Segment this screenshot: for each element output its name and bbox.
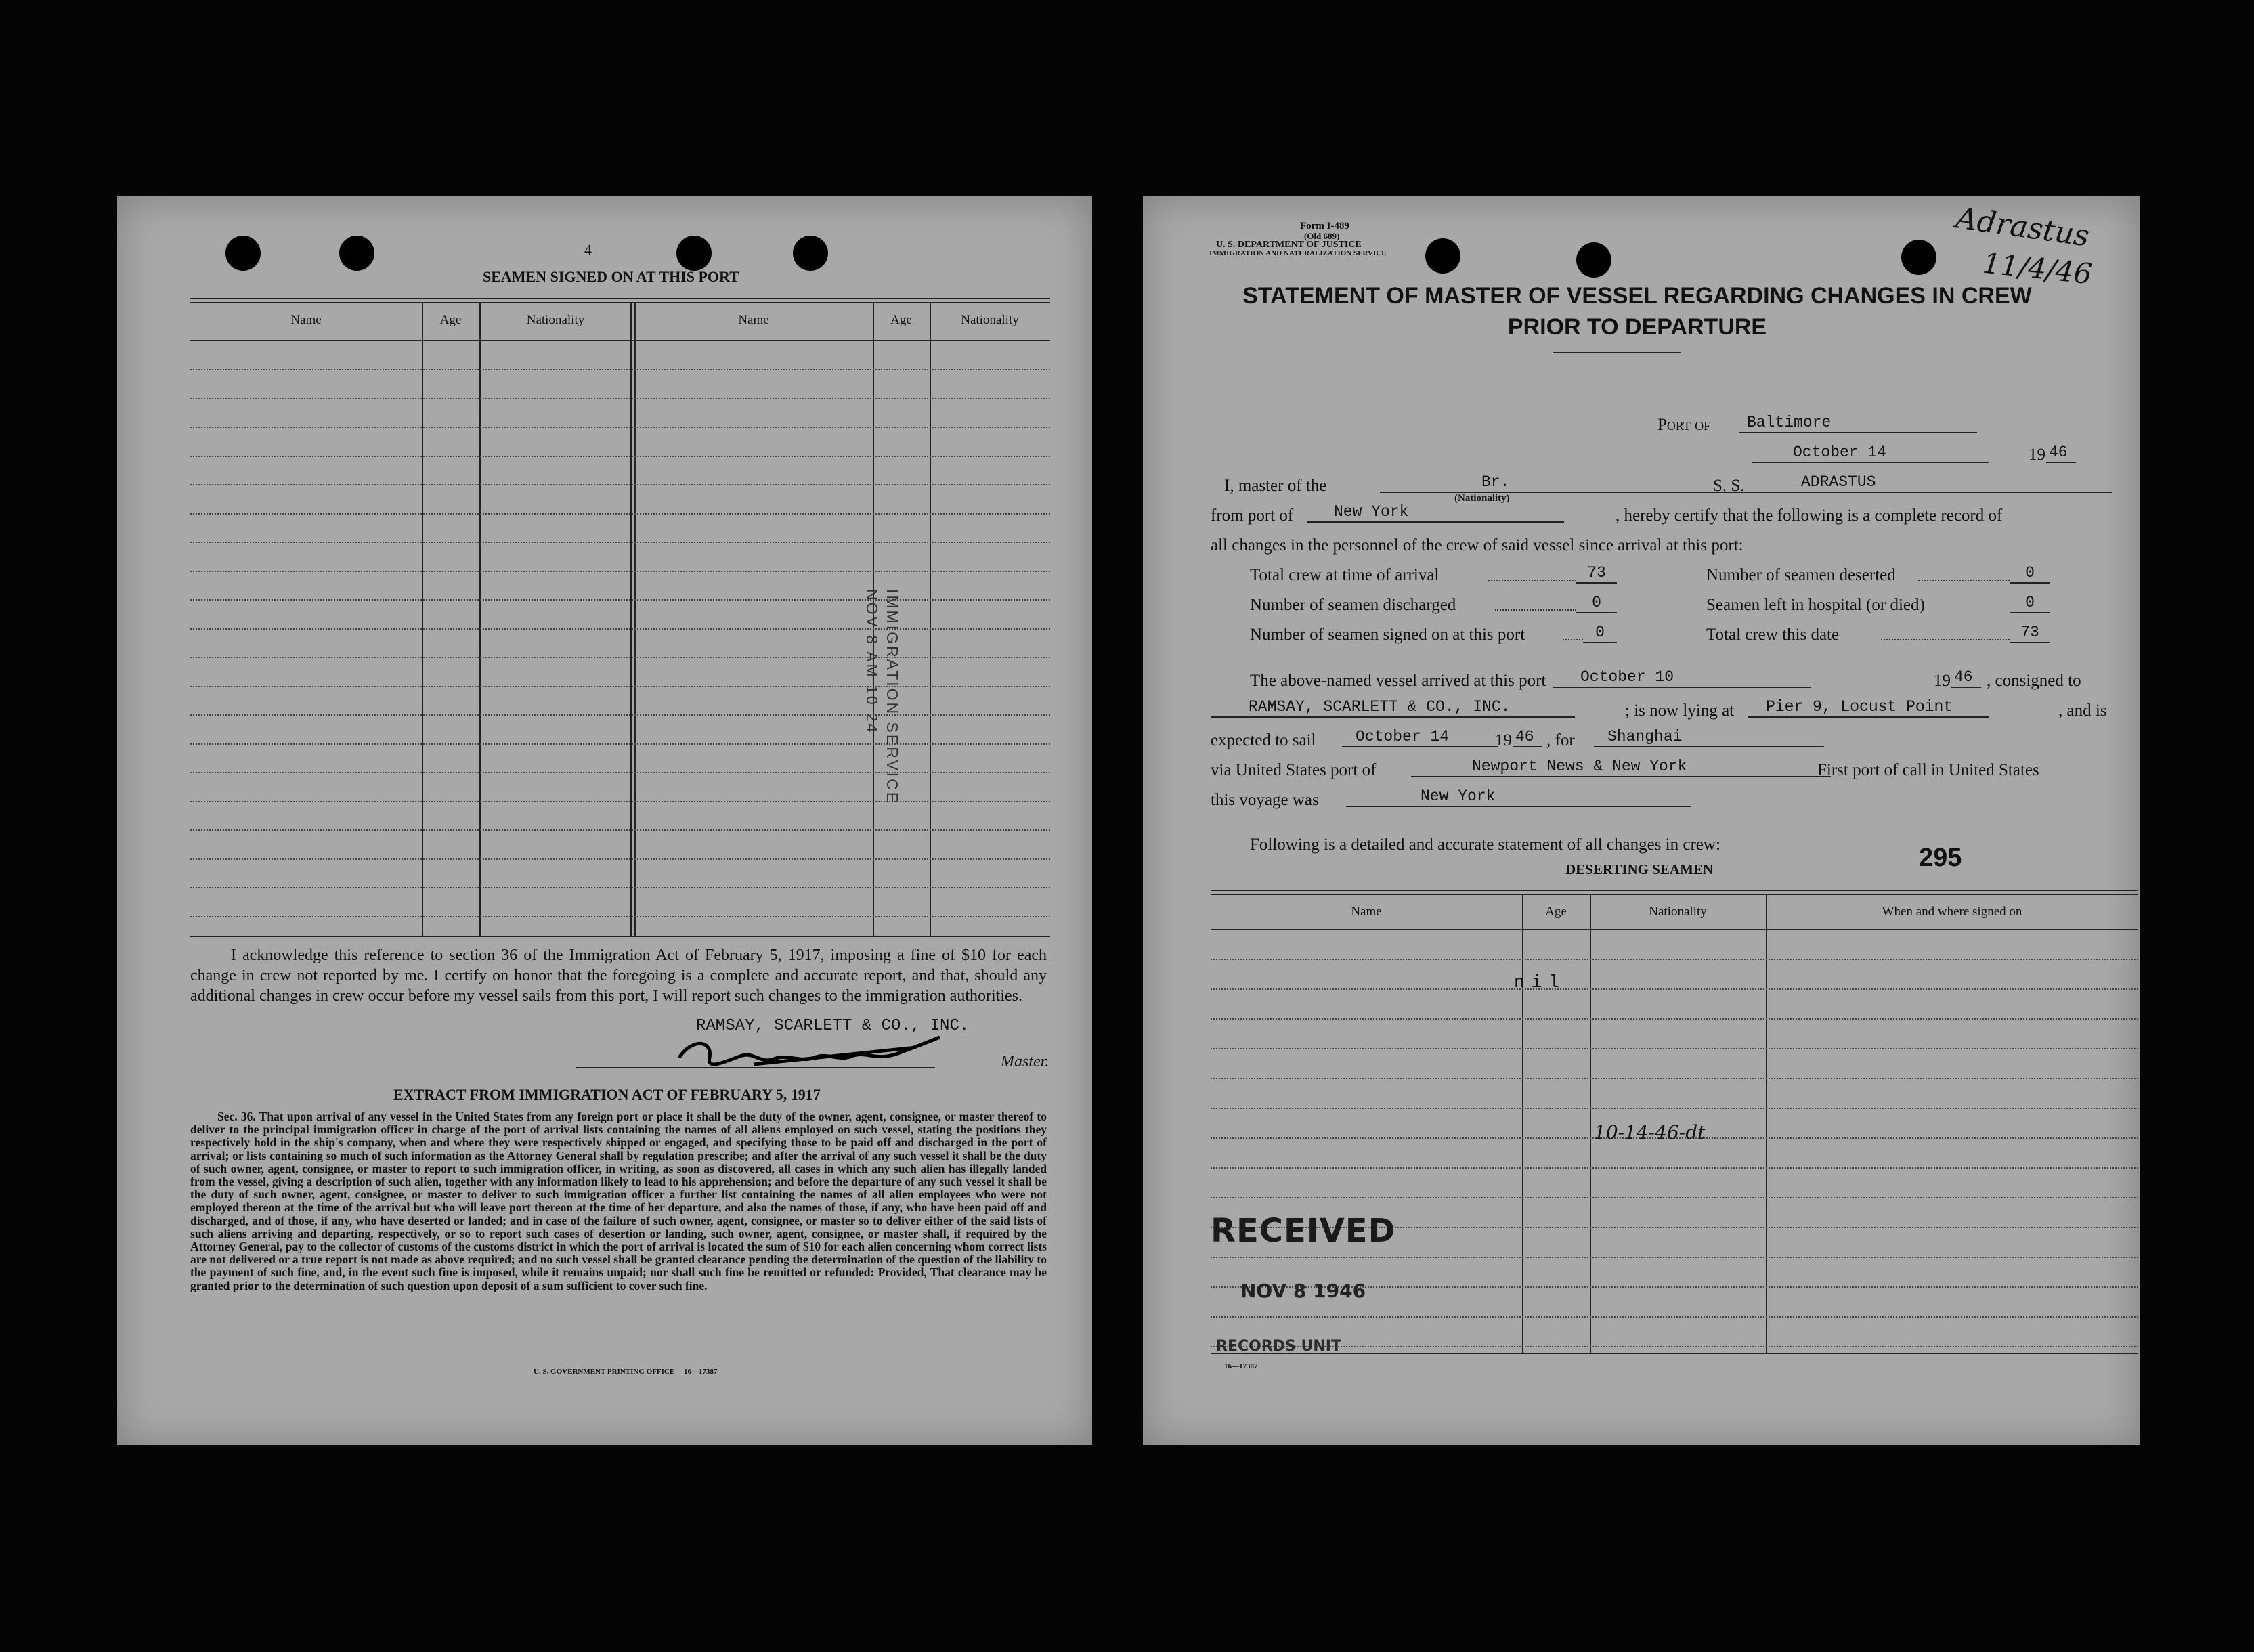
via-label: via United States port of: [1211, 761, 1377, 779]
table-row-rule: [1211, 1018, 2138, 1020]
table-row-rule: [1211, 1078, 2138, 1079]
signed-on-label: Number of seamen signed on at this port: [1250, 626, 1525, 644]
right-page: [1143, 196, 2140, 1446]
table-row-rule: [190, 542, 1050, 543]
table-row-rule: [1211, 1346, 2138, 1347]
ss-label: S. S.: [1713, 477, 1745, 495]
first-port-field: New York: [1346, 787, 1691, 807]
via-ports-field: Newport News & New York: [1411, 757, 1831, 777]
table-row-rule: [1211, 988, 2138, 990]
nil-entry: nil: [1514, 972, 1566, 993]
page-number: 4: [584, 241, 592, 258]
acknowledgement-text: I acknowledge this reference to section 36 of the Immigration Act of February 5, 1917, imposing a fine of $10 for each change in crew not reported by me. I certify on honor that the foregoing is a complete and accurate report, and that, should any additional changes in crew occur before my vessel sails from this port, I will report such changes to the immigration authorities.: [190, 947, 1047, 1005]
punch-hole: [1425, 238, 1460, 274]
received-stamp: RECEIVED: [1211, 1212, 1396, 1250]
punch-hole: [225, 236, 261, 271]
table-row-rule: [1211, 1257, 2138, 1258]
and-is-label: , and is: [2058, 701, 2107, 720]
table-row-rule: [1211, 959, 2138, 960]
deserted-value: 0: [2010, 563, 2050, 584]
hospital-value: 0: [2010, 593, 2050, 613]
punch-hole: [1576, 242, 1611, 278]
table-row-rule: [190, 858, 1050, 860]
year-prefix: 19: [2029, 445, 2045, 464]
table-row-rule: [190, 369, 1050, 370]
extract-title: EXTRACT FROM IMMIGRATION ACT OF FEBRUARY 5, 1917: [393, 1086, 821, 1103]
vessel-name-field: ADRASTUS: [1760, 473, 2112, 493]
column-header-name: Name: [1351, 905, 1382, 919]
consignee-field: RAMSAY, SCARLETT & CO., INC.: [1211, 697, 1575, 718]
section-title: SEAMEN SIGNED ON AT THIS PORT: [483, 268, 739, 285]
table-row-rule: [190, 916, 1050, 917]
column-header-nationality: Nationality: [961, 313, 1019, 327]
table-row-rule: [190, 772, 1050, 773]
discharged-label: Number of seamen discharged: [1250, 596, 1456, 614]
this-voyage-label: this voyage was: [1211, 791, 1319, 809]
signed-on-value: 0: [1583, 623, 1617, 643]
first-port-label: First port of call in United States: [1817, 761, 2039, 779]
form-footer: 16—17387: [1224, 1362, 1258, 1370]
destination-field: Shanghai: [1594, 727, 1824, 747]
arrival-year-prefix: 19: [1934, 672, 1951, 690]
form-title-line-2: PRIOR TO DEPARTURE: [1507, 314, 1767, 340]
table-row-rule: [190, 829, 1050, 831]
master-label: Master.: [1001, 1053, 1049, 1070]
column-header-age: Age: [890, 313, 912, 327]
discharged-value: 0: [1576, 593, 1617, 613]
table-row-rule: [190, 801, 1050, 802]
for-label: , for: [1546, 731, 1575, 749]
handwritten-vessel-note: Adrastus: [1953, 200, 2092, 254]
table-row-rule: [190, 571, 1050, 572]
master-of-the-label: I, master of the: [1224, 477, 1327, 495]
form-title-line-1: STATEMENT OF MASTER OF VESSEL REGARDING CHANGES IN CREW: [1242, 283, 2032, 309]
table-row-rule: [190, 887, 1050, 888]
punch-hole: [1901, 240, 1936, 275]
lying-at-field: Pier 9, Locust Point: [1748, 697, 1989, 718]
consigned-label: , consigned to: [1987, 672, 2081, 690]
left-page: [117, 196, 1092, 1446]
table-row-rule: [190, 398, 1050, 399]
total-crew-date-value: 73: [2010, 623, 2050, 643]
port-label: Port of: [1657, 416, 1711, 434]
service: IMMIGRATION AND NATURALIZATION SERVICE: [1209, 249, 1387, 257]
deserted-label: Number of seamen deserted: [1706, 566, 1896, 584]
table-row-rule: [190, 513, 1050, 515]
handwritten-entry: 10-14-46-dt: [1594, 1121, 1706, 1144]
sail-date-field: October 14: [1342, 727, 1498, 747]
expected-label: expected to sail: [1211, 731, 1316, 749]
arrival-year-field: 46: [1951, 668, 1981, 688]
column-header-name: Name: [290, 313, 322, 327]
table-row-rule: [1211, 1048, 2138, 1049]
table-row-rule: [190, 427, 1050, 428]
column-header-nationality: Nationality: [526, 313, 585, 327]
form-title: [1211, 280, 2064, 343]
following-text: Following is a detailed and accurate statement of all changes in crew:: [1250, 835, 1720, 854]
table-row-rule: [190, 743, 1050, 745]
printing-office-footer: U. S. GOVERNMENT PRINTING OFFICE 16—17387: [534, 1368, 718, 1376]
vertical-receipt-stamp: IMMIGRATION SERVICE NOV 8 AM 10 24: [863, 589, 901, 805]
table-row-rule: [1211, 1167, 2138, 1169]
from-port-field: New York: [1307, 502, 1564, 523]
column-header-when-where: When and where signed on: [1882, 905, 2022, 919]
column-header-name: Name: [738, 313, 769, 327]
lying-label: ; is now lying at: [1625, 701, 1735, 720]
punch-hole: [339, 236, 374, 271]
arrived-label: The above-named vessel arrived at this port: [1250, 672, 1546, 690]
sail-year-field: 46: [1513, 727, 1542, 747]
all-changes-text: all changes in the personnel of the crew of said vessel since arrival at this port:: [1211, 536, 1743, 555]
form-number: Form I-489: [1300, 221, 1349, 232]
port-field: Baltimore: [1739, 413, 1977, 433]
records-unit-stamp: RECORDS UNIT: [1216, 1338, 1341, 1355]
total-crew-arrival-label: Total crew at time of arrival: [1250, 566, 1439, 584]
arrival-date-field: October 10: [1553, 668, 1811, 688]
hospital-label: Seamen left in hospital (or died): [1706, 596, 1925, 614]
sail-year-prefix: 19: [1495, 731, 1512, 749]
master-signature: [672, 1030, 957, 1078]
column-header-nationality: Nationality: [1649, 905, 1707, 919]
nationality-caption: (Nationality): [1454, 493, 1510, 504]
table-row-rule: [1211, 1108, 2138, 1109]
total-crew-arrival-value: 73: [1576, 563, 1617, 584]
table-row-rule: [190, 714, 1050, 716]
punch-hole: [793, 236, 828, 271]
received-date-stamp: NOV 8 1946: [1240, 1280, 1366, 1302]
handwritten-date-note: 11/4/46: [1980, 246, 2094, 291]
table-row-rule: [190, 599, 1050, 601]
form-old: (Old 689): [1304, 231, 1340, 241]
table-row-rule: [190, 484, 1050, 485]
column-header-age: Age: [1545, 905, 1567, 919]
table-row-rule: [190, 628, 1050, 630]
deserting-title: DESERTING SEAMEN: [1565, 861, 1714, 877]
table-row-rule: [190, 657, 1050, 658]
punch-hole: [676, 236, 712, 271]
column-header-age: Age: [439, 313, 462, 327]
date-field: October 14: [1752, 443, 1989, 463]
from-port-label: from port of: [1211, 506, 1294, 525]
certify-text: , hereby certify that the following is a complete record of: [1616, 506, 2003, 525]
table-row-rule: [190, 686, 1050, 687]
table-row-rule: [1211, 1316, 2138, 1318]
agent-name: RAMSAY, SCARLETT & CO., INC.: [696, 1017, 970, 1035]
department: U. S. DEPARTMENT OF JUSTICE: [1216, 240, 1362, 250]
stamp-number: 295: [1919, 844, 1962, 872]
total-crew-date-label: Total crew this date: [1706, 626, 1840, 644]
date-year-field: 46: [2046, 443, 2076, 463]
extract-text: Sec. 36. That upon arrival of any vessel in the United States from any foreign port or place it shall be the duty of the owner, agent, consignee, or master thereof to deliver to the principal immigration officer in charge of the port of arrival lists containing the names of all aliens employed on such vessel, stating the positions they respectively hold in the ship's company, when and where they were respectively shipped or engaged, and specifying those to be paid off and discharged in the port of arrival; or lists containing so much of such information as the Attorney General shall by regulation prescribe; and after the arrival of any such vessel it shall be the duty of such owner, agent, consignee, or master to report to such immigration officer, in writing, as soon as discovered, all cases in which any such alien has illegally landed from the vessel, giving a description of such alien, together with any information likely to lead to his apprehension; and before the departure of any such vessel it shall be the duty of such owner, agent, consignee, or master to deliver to such immigration officer a further list containing the names of all alien employees who were not employed thereon at the time of the arrival but who will leave port thereon at the time of her departure, and also the names of those, if any, who have been paid off and discharged, and of those, if any, who have deserted or landed; and in case of the failure of such owner, agent, consignee, or master so to deliver either of the said lists of such aliens arriving and departing, respectively, or so to report such cases of desertion or landing, such owner, agent, consignee, or master shall, if required by the Attorney General, pay to the collector of customs of the customs district in which the port of arrival is located the sum of $10 for each alien concerning whom correct lists are not delivered or a true report is not made as above required; and no such vessel shall be granted clearance pending the determination of the question of the liability to the payment of such fine, and, in the event such fine is imposed, while it remains unpaid; nor shall such fine be remitted or refunded: Provided, That clearance may be granted prior to the determination of such question upon deposit of a sum sufficient to cover such fine.: [190, 1110, 1047, 1292]
table-row-rule: [1211, 1197, 2138, 1198]
table-row-rule: [190, 456, 1050, 457]
nationality-field: Br.: [1380, 473, 1786, 493]
